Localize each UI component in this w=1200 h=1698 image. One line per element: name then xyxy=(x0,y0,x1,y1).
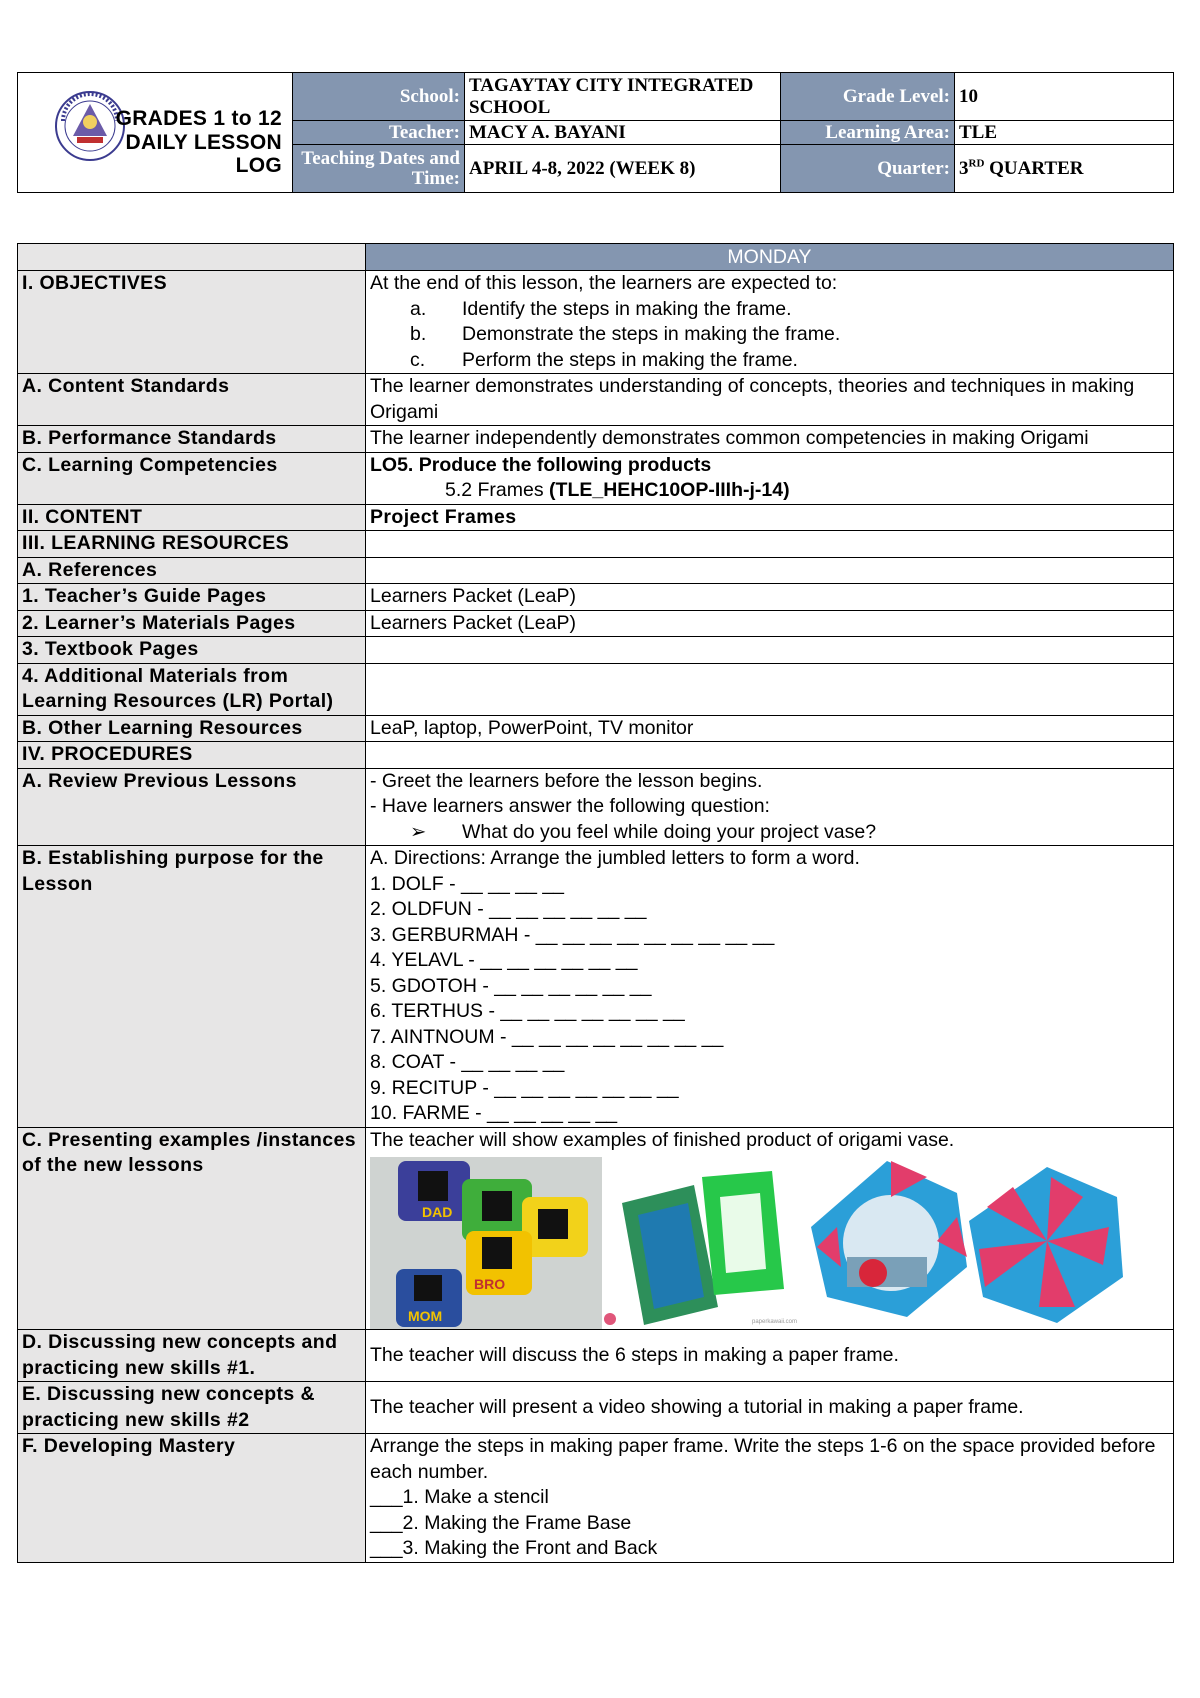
resources-label: III. LEARNING RESOURCES xyxy=(18,531,366,558)
svg-text:DAD: DAD xyxy=(422,1204,453,1220)
list-item: 8. COAT - __ __ __ __ xyxy=(370,1051,565,1073)
list-item: 6. TERTHUS - __ __ __ __ __ __ __ xyxy=(370,1000,685,1022)
purpose-directions: A. Directions: Arrange the jumbled letters to form a word. xyxy=(370,847,860,869)
discussing2-label: E. Discussing new concepts & practicing new skills #2 xyxy=(18,1382,366,1434)
tg-pages-text: Learners Packet (LeaP) xyxy=(366,584,1174,611)
title-line-1: GRADES 1 to 12 xyxy=(115,107,282,130)
review-label: A. Review Previous Lessons xyxy=(18,768,366,846)
discussing2-text: The teacher will present a video showing a tutorial in making a paper frame. xyxy=(366,1382,1174,1434)
list-item: 7. AINTNOUM - __ __ __ __ __ __ __ __ xyxy=(370,1025,724,1048)
discussing1-text: The teacher will discuss the 6 steps in making a paper frame. xyxy=(366,1330,1174,1382)
pinwheel-frames-photo xyxy=(807,1157,1134,1329)
title-line-3: LOG xyxy=(235,154,282,177)
dates-value: APRIL 4-8, 2022 (WEEK 8) xyxy=(465,145,781,193)
quarter-value: 3RD QUARTER xyxy=(955,145,1174,193)
objectives-row xyxy=(18,271,1174,374)
area-label: Learning Area: xyxy=(781,121,955,145)
list-item: 5. GDOTOH - __ __ __ __ __ __ xyxy=(370,974,652,997)
lesson-table xyxy=(17,243,1174,1563)
presenting-label: C. Presenting examples /instances of the new lessons xyxy=(18,1127,366,1330)
area-value: TLE xyxy=(955,121,1174,145)
performance-standards-label: B. Performance Standards xyxy=(18,426,366,453)
svg-text:paperkawaii.com: paperkawaii.com xyxy=(752,1319,798,1325)
list-item: 3. GERBURMAH - __ __ __ __ __ __ __ __ __ xyxy=(370,923,775,946)
list-item: 9. RECITUP - __ __ __ __ __ __ __ xyxy=(370,1076,679,1099)
teacher-label: Teacher: xyxy=(293,121,465,145)
review-line-2: - Have learners answer the following question: xyxy=(370,795,770,817)
mastery-text: Arrange the steps in making paper frame. Write the steps 1-6 on the space provided before each number. xyxy=(370,1435,1156,1483)
other-resources-label: B. Other Learning Resources xyxy=(18,715,366,742)
deped-seal-icon xyxy=(55,91,125,161)
procedures-label: IV. PROCEDURES xyxy=(18,742,366,769)
mastery-label: F. Developing Mastery xyxy=(18,1434,366,1563)
arrow-bullet-icon: ➢ xyxy=(410,820,427,843)
title-line-2: DAILY LESSON xyxy=(125,130,282,154)
content-text: Project Frames xyxy=(366,504,1174,531)
content-label: II. CONTENT xyxy=(18,504,366,531)
list-item: 1. DOLF - __ __ __ __ xyxy=(370,872,565,895)
green-frames-photo xyxy=(602,1157,807,1329)
discussing1-label: D. Discussing new concepts and practicing new skills #1. xyxy=(18,1330,366,1382)
dates-label: Teaching Dates and Time: xyxy=(293,145,465,193)
lm-pages-text: Learners Packet (LeaP) xyxy=(366,610,1174,637)
references-label: A. References xyxy=(18,557,366,584)
list-item: ___3. Making the Front and Back xyxy=(370,1537,658,1559)
content-standards-label: A. Content Standards xyxy=(18,374,366,426)
grade-value: 10 xyxy=(955,73,1174,121)
day-header: MONDAY xyxy=(366,244,1174,271)
objectives-label: I. OBJECTIVES xyxy=(18,271,366,374)
tg-pages-label: 1. Teacher’s Guide Pages xyxy=(18,584,366,611)
coaster-frames-photo xyxy=(370,1157,602,1329)
list-item: c. Perform the steps in making the frame. xyxy=(410,348,798,371)
review-line-1: - Greet the learners before the lesson begins. xyxy=(370,769,763,792)
list-item: ___2. Making the Frame Base xyxy=(370,1511,632,1534)
school-label: School: xyxy=(293,73,465,121)
textbook-label: 3. Textbook Pages xyxy=(18,637,366,664)
competency-line-1: LO5. Produce the following products xyxy=(370,453,712,476)
list-item: 2. OLDFUN - __ __ __ __ __ __ xyxy=(370,898,647,920)
presenting-text: The teacher will show examples of finished product of origami vase. xyxy=(370,1128,955,1151)
teacher-value: MACY A. BAYANI xyxy=(465,121,781,145)
performance-standards-text: The learner independently demonstrates common competencies in making Origami xyxy=(366,426,1174,453)
grade-label: Grade Level: xyxy=(781,73,955,121)
svg-text:BRO: BRO xyxy=(474,1276,506,1292)
list-item: a. Identify the steps in making the frame. xyxy=(410,297,792,320)
lm-pages-label: 2. Learner’s Materials Pages xyxy=(18,610,366,637)
logo-cell xyxy=(18,73,293,193)
list-item: 10. FARME - __ __ __ __ __ xyxy=(370,1102,618,1124)
header-table xyxy=(17,72,1174,193)
quarter-label: Quarter: xyxy=(781,145,955,193)
list-item: b. Demonstrate the steps in making the frame. xyxy=(410,323,841,345)
school-value: TAGAYTAY CITY INTEGRATED SCHOOL xyxy=(465,73,781,121)
list-item: ➢ What do you feel while doing your project vase? xyxy=(370,820,1169,846)
svg-text:MOM: MOM xyxy=(408,1308,443,1324)
list-item: 4. YELAVL - __ __ __ __ __ __ xyxy=(370,949,638,971)
list-item: ___1. Make a stencil xyxy=(370,1486,549,1508)
other-resources-text: LeaP, laptop, PowerPoint, TV monitor xyxy=(366,715,1174,742)
example-photos xyxy=(370,1157,1169,1329)
competencies-label: C. Learning Competencies xyxy=(18,452,366,504)
purpose-label: B. Establishing purpose for the Lesson xyxy=(18,846,366,1128)
content-standards-text: The learner demonstrates understanding of concepts, theories and techniques in making Origami xyxy=(366,374,1174,426)
additional-label: 4. Additional Materials from Learning Resources (LR) Portal) xyxy=(18,663,366,715)
competency-line-2: 5.2 Frames (TLE_HEHC10OP-IIIh-j-14) xyxy=(445,479,790,501)
objectives-intro: At the end of this lesson, the learners are expected to: xyxy=(370,272,838,294)
